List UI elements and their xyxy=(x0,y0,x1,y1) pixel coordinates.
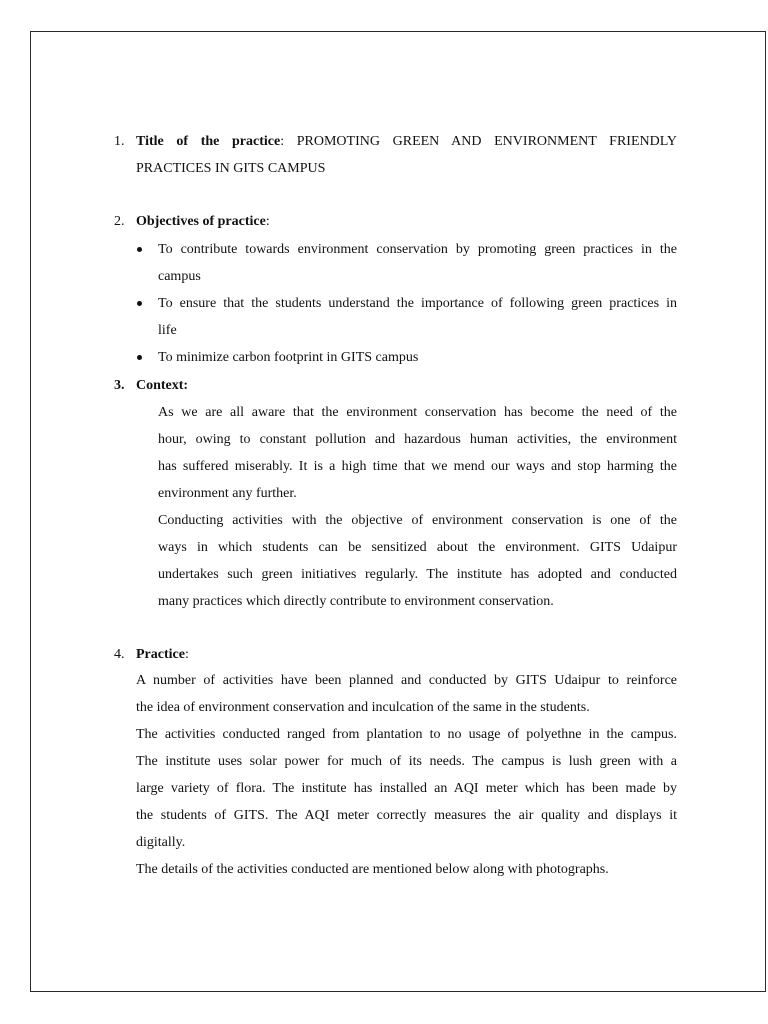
practice-para-2-line-1: The activities conducted ranged from plantation to no usage of polyethne in the campus. xyxy=(136,727,677,742)
section-4-colon: : xyxy=(184,647,189,662)
practice-para-1-line-2: the idea of environment conservation and inculcation of the same in the students. xyxy=(136,700,590,715)
practice-para-3-line-1: The details of the activities conducted are mentioned below along with photographs. xyxy=(136,862,609,877)
context-para-2-line-3: undertakes such green initiatives regularly. The institute has adopted and conducted xyxy=(158,567,677,582)
section-1-title-line-2: PRACTICES IN GITS CAMPUS xyxy=(136,161,326,176)
section-1-title-text-1: PROMOTING GREEN AND ENVIRONMENT FRIENDLY xyxy=(284,134,677,149)
context-para-1-line-4: environment any further. xyxy=(158,486,297,501)
practice-para-2-line-2: The institute uses solar power for much of its needs. The campus is lush green with a xyxy=(136,754,677,769)
objective-2-line-2: life xyxy=(158,323,177,338)
section-1-number: 1. xyxy=(114,134,125,149)
practice-para-2-line-3: large variety of flora. The institute has installed an AQI meter which has been made by xyxy=(136,781,677,796)
objective-3-line-1: To minimize carbon footprint in GITS campus xyxy=(158,350,419,365)
context-para-2-line-2: ways in which students can be sensitized about the environment. GITS Udaipur xyxy=(158,540,677,555)
objective-1-line-2: campus xyxy=(158,269,201,284)
practice-para-2-line-5: digitally. xyxy=(136,835,186,850)
section-2-colon: : xyxy=(265,214,270,229)
context-para-1-line-3: has suffered miserably. It is a high time that we mend our ways and stop harming the xyxy=(158,459,677,474)
section-4-heading: Practice xyxy=(136,647,185,662)
section-1-colon: : xyxy=(280,134,285,149)
objective-2-line-1: To ensure that the students understand the importance of following green practices in xyxy=(158,296,677,311)
context-para-2-line-4: many practices which directly contribute to environment conservation. xyxy=(158,594,554,609)
section-2-heading-line xyxy=(136,208,270,235)
section-2-heading: Objectives of practice xyxy=(136,214,266,229)
section-4-number: 4. xyxy=(114,647,125,662)
bullet-marker-2 xyxy=(137,301,142,306)
bullet-marker-3 xyxy=(137,355,142,360)
section-3-heading: Context: xyxy=(136,378,189,393)
objective-1-line-1: To contribute towards environment conservation by promoting green practices in the xyxy=(158,242,677,257)
bullet-marker-1 xyxy=(137,247,142,252)
practice-para-2-line-4: the students of GITS. The AQI meter correctly measures the air quality and displays it xyxy=(136,808,677,823)
context-para-2-line-1: Conducting activities with the objective of environment conservation is one of the xyxy=(158,513,677,528)
context-para-1-line-1: As we are all aware that the environment conservation has become the need of the xyxy=(158,405,677,420)
section-4-heading-line xyxy=(136,641,189,668)
section-1-title-line-1 xyxy=(136,128,677,155)
section-2-number: 2. xyxy=(114,214,125,229)
section-1-heading: Title of the practice xyxy=(136,134,281,149)
section-3-number: 3. xyxy=(114,378,125,393)
context-para-1-line-2: hour, owing to constant pollution and hazardous human activities, the environment xyxy=(158,432,677,447)
practice-para-1-line-1: A number of activities have been planned and conducted by GITS Udaipur to reinforce xyxy=(136,673,677,688)
